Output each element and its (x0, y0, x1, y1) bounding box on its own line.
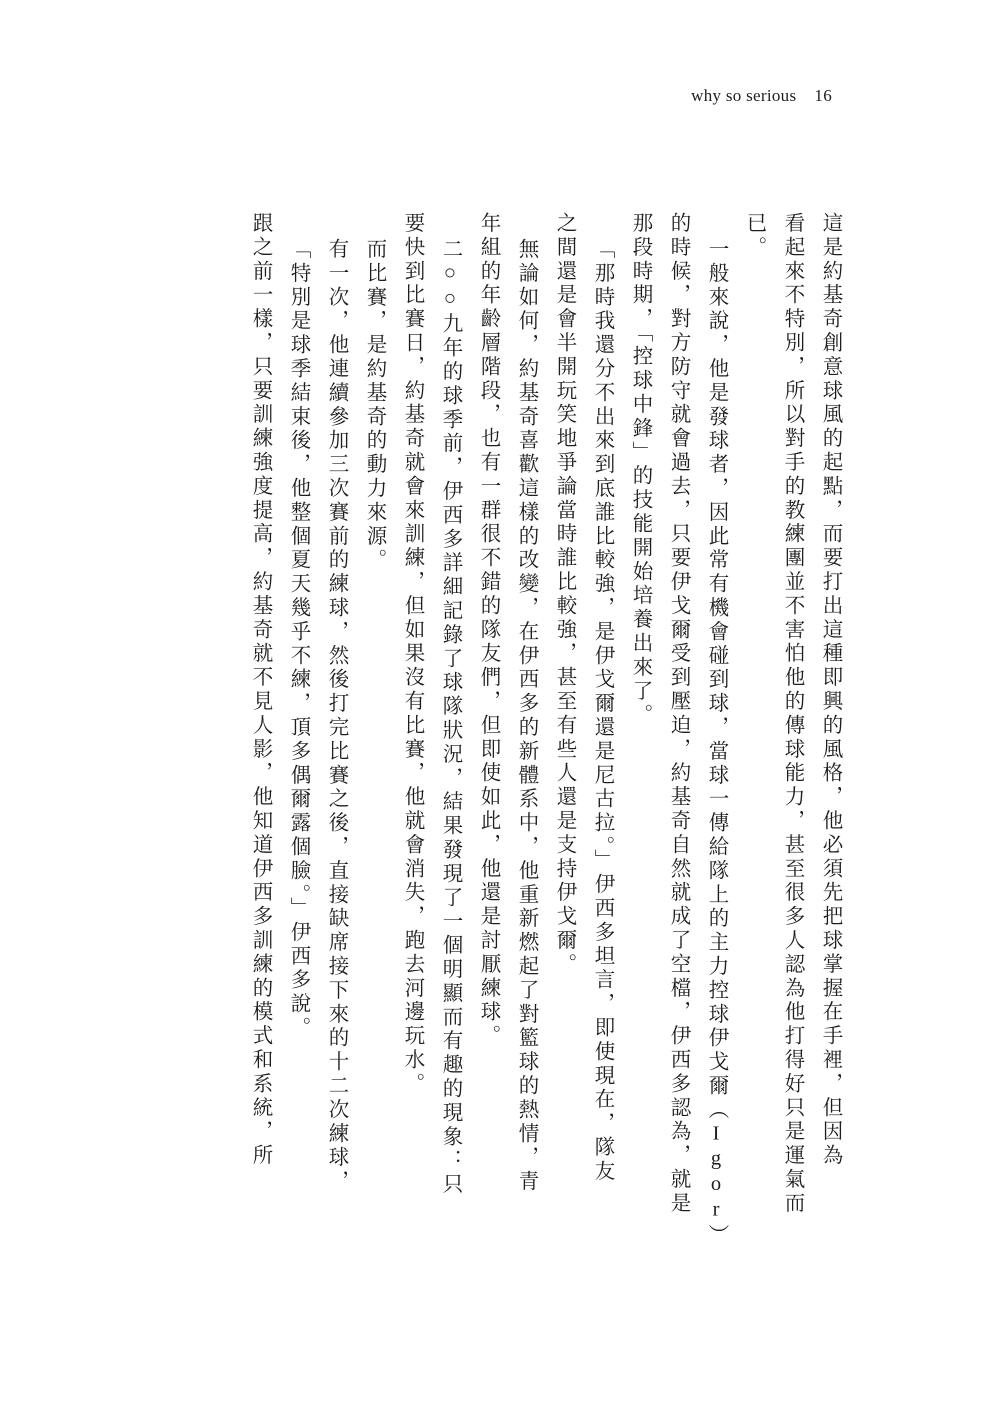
text-line: 二○○九年的球季前，伊西多詳細記錄了球隊狀況，結果發現了一個明顯而有趣的現象：只 (439, 238, 461, 1197)
text-line: 而比賽，是約基奇的動力來源。 (363, 238, 385, 573)
text-line: 這是約基奇創意球風的起點，而要打出這種即興的風格，他必須先把球掌握在手裡，但因為 (819, 212, 841, 1168)
text-line: 「特別是球季結束後，他整個夏天幾乎不練，頂多偶爾露個臉。」伊西多說。 (287, 238, 309, 1041)
text-line: 已。 (743, 212, 765, 260)
vertical-columns (118, 212, 840, 1282)
text-line: 無論如何，約基奇喜歡這樣的改變，在伊西多的新體系中，他重新燃起了對籃球的熱情，青 (515, 238, 537, 1194)
text-line: 那段時期，「控球中鋒」的技能開始培養出來了。 (629, 212, 651, 728)
text-line: 看起來不特別，所以對手的教練團並不害怕他的傳球能力，甚至很多人認為他打得好只是運氣而 (781, 212, 803, 1216)
running-head-title: why so serious (691, 86, 797, 105)
text-line: 之間還是會半開玩笑地爭論當時誰比較強，甚至有些人還是支持伊戈爾。 (553, 212, 575, 977)
text-line: 跟之前一樣，只要訓練強度提高，約基奇就不見人影，他知道伊西多訓練的模式和系統，所 (249, 212, 271, 1168)
page-number: 16 (814, 86, 832, 105)
text-line: 要快到比賽日，約基奇就會來訓練，但如果沒有比賽，他就會消失，跑去河邊玩水。 (401, 212, 423, 1097)
text-line: 「那時我還分不出來到底誰比較強，是伊戈爾還是尼古拉。」伊西多坦言，即使現在，隊友 (591, 238, 613, 1184)
text-line: 的時候，對方防守就會過去，只要伊戈爾受到壓迫，約基奇自然就成了空檔，伊西多認為，就是 (667, 212, 689, 1216)
text-line: 一般來說，他是發球者，因此常有機會碰到球，當球一傳給隊上的主力控球伊戈爾（Igor） (705, 238, 727, 1248)
running-head (691, 86, 832, 106)
body-text-area (118, 212, 840, 1282)
text-line: 年組的年齡層階段，也有一群很不錯的隊友們，但即使如此，他還是討厭練球。 (477, 212, 499, 1049)
text-line: 有一次，他連續參加三次賽前的練球，然後打完比賽之後，直接缺席接下來的十二次練球， (325, 238, 347, 1194)
